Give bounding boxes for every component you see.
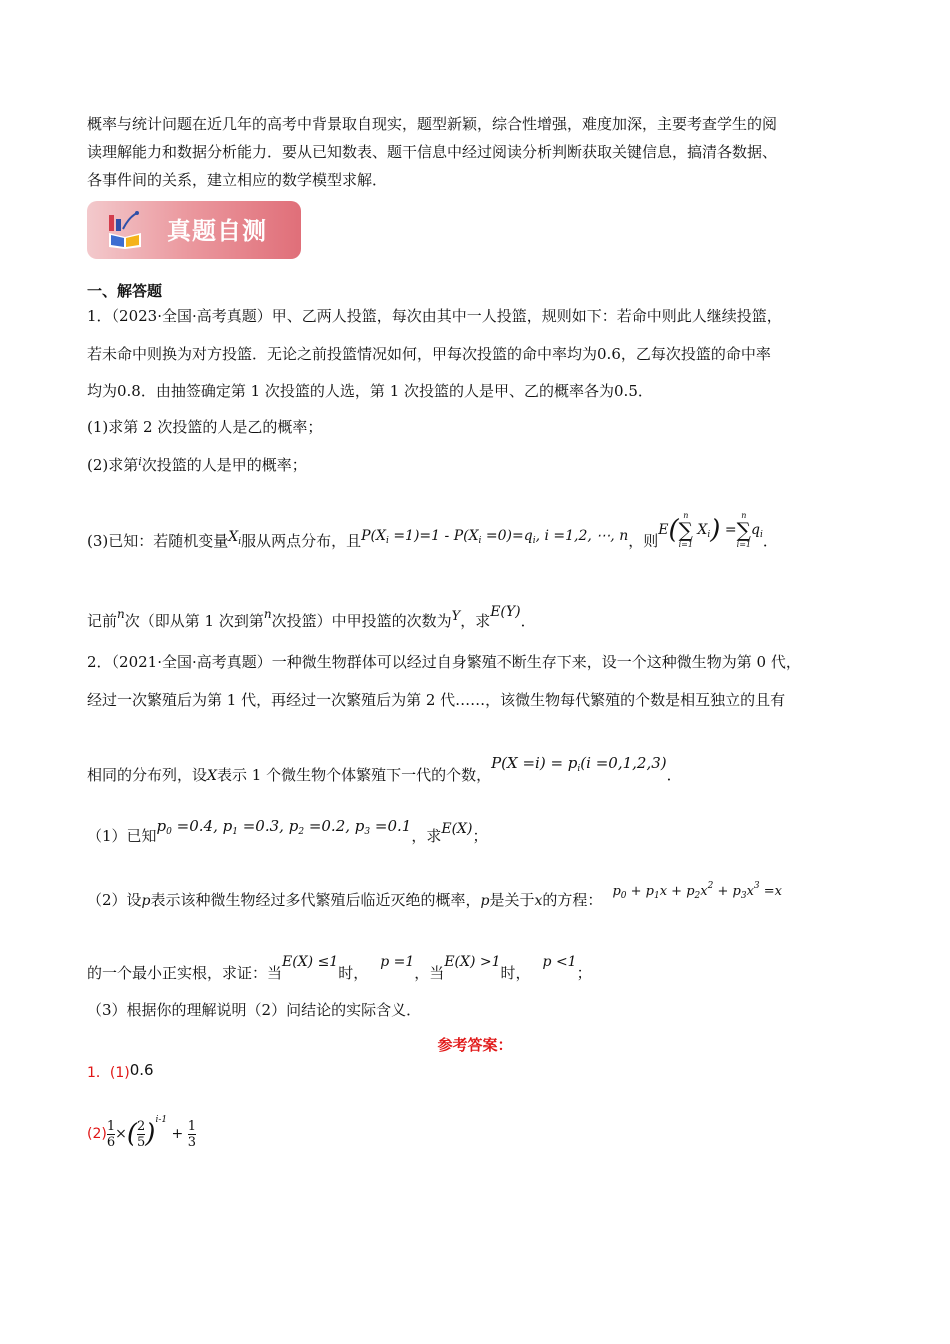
q2-part2-line2: [87, 948, 592, 987]
math-ex: E(X): [441, 821, 473, 837]
q2-part2-text: 表示该种微生物经过多代繁殖后临近灭绝的概率，: [150, 891, 481, 909]
q1-line1: 1．（2023·全国·高考真题）甲、乙两人投篮，每次由其中一人投篮，规则如下：若命中则此人继续投篮，: [87, 307, 782, 325]
q2-part3: （3）根据你的理解说明（2）问结论的实际含义．: [87, 1001, 422, 1019]
answer-1-label: 1．(1): [87, 1065, 130, 1081]
q1-last: [87, 598, 536, 635]
result-p-lt-1: p <1: [542, 954, 577, 970]
answer-2-label: (2): [87, 1126, 107, 1142]
q2-equation: $p_0 + p_1x + p_2x^2 + p_3x^3 =x$: [612, 881, 782, 901]
intro-paragraph: [87, 110, 867, 194]
q2-part2-text: 是关于: [489, 891, 535, 909]
book-chart-icon: [107, 211, 143, 249]
q1-line3: 均为0.8．由抽签确定第 1 次投篮的人选，第 1 次投篮的人是甲、乙的概率各为0.5．: [87, 382, 653, 400]
q1-line2: 若未命中则换为对方投篮．无论之前投篮情况如何，甲每次投篮的命中率均为0.6，乙每次投篮的命中率: [87, 345, 771, 363]
condition-ex-le-1: E(X) ≤1: [282, 954, 339, 970]
q1-part3-text: ，则: [628, 532, 659, 550]
math-xi: $X_i$: [228, 529, 242, 547]
q1-part3-text: ．: [762, 532, 778, 550]
q1-part1: (1)求第 2 次投篮的人是乙的概率；: [87, 418, 323, 436]
q2-part2-line2-text: ；: [576, 964, 592, 982]
math-p: p: [480, 893, 490, 909]
q1-part2-text: (2)求第: [87, 456, 139, 474]
answers-heading: 参考答案：: [437, 1036, 513, 1054]
q1-last-text: 记前: [87, 612, 118, 630]
q2-part2-line2-text: ，当: [414, 964, 445, 982]
q2-line3-text: ．: [666, 766, 682, 784]
banner-title: 真题自测: [167, 217, 267, 245]
math-x: x: [534, 893, 543, 909]
q2-line3-text: 表示 1 个微生物个体繁殖下一代的个数，: [216, 766, 492, 784]
q2-part1-text: ，求: [411, 827, 442, 845]
q1-part3: [87, 511, 778, 556]
math-p: p: [141, 893, 151, 909]
answer-1-value: 0.6: [129, 1061, 154, 1079]
q2-part1-text: （1）已知: [87, 827, 157, 845]
q2-part2: [87, 872, 782, 915]
q2-part1: [87, 812, 487, 850]
q2-part2-text: （2）设: [87, 891, 142, 909]
q1-last-text: ，求: [460, 612, 491, 630]
expectation-sum-formula: E( n ∑ i=1 $X_i$) = n ∑ i=1 $q_i$: [658, 511, 763, 549]
q2-probability-values: $p_0 =0.4$, $p_1 =0.3$, $p_2 =0.2$, $p_3 =0.1$: [156, 817, 412, 837]
intro-line: 概率与统计问题在近几年的高考中背景取自现实，题型新颖，综合性增强，难度加深，主要考查学生的阅: [87, 115, 778, 133]
q2-part1-text: ；: [472, 827, 488, 845]
q2-line2: 经过一次繁殖后为第 1 代，再经过一次繁殖后为第 2 代……，该微生物每代繁殖的个数是相互独立的且有: [87, 691, 786, 709]
math-y: Y: [451, 609, 461, 624]
section-heading: 一、解答题: [87, 282, 163, 300]
q2-line1: 2．（2021·全国·高考真题）一种微生物群体可以经过自身繁殖不断生存下来，设一个这种微生物为第 0 代，: [87, 653, 801, 671]
q1-part2-var: i: [138, 455, 142, 468]
q1-part3-formula: $P(X_i =1)=1 - P(X_i =0)=q_i$, i =1,2, ⋯, n: [361, 528, 629, 546]
q2-part2-line2-text: 时，: [338, 964, 369, 982]
intro-line: 读理解能力和数据分析能力．要从已知数表、题干信息中经过阅读分析判断获取关键信息，搞清各数据、: [87, 143, 778, 161]
q2-part2-line2-text: 时，: [500, 964, 531, 982]
math-x: X: [207, 768, 217, 784]
q1-last-text: 次（即从第 1 次到第: [124, 612, 264, 630]
answer-1-part1: [87, 1056, 154, 1087]
answer-2-formula: $\frac{1}{6}$ ×( $\frac{2}{5}$ )$^{i-1}$ + $\frac{1}{3}$: [106, 1115, 197, 1150]
math-n: n: [117, 607, 125, 621]
q2-line3-text: 相同的分布列，设: [87, 766, 208, 784]
q2-part2-text: 的方程：: [542, 891, 603, 909]
section-banner: [87, 201, 301, 259]
condition-ex-gt-1: E(X) >1: [444, 954, 501, 970]
intro-line: 各事件间的关系，建立相应的数学模型求解．: [87, 171, 388, 189]
q1-last-text: 次投篮）中甲投篮的次数为: [271, 612, 452, 630]
q1-part2-text: 次投篮的人是甲的概率；: [141, 456, 307, 474]
q1-last-text: ．: [520, 612, 536, 630]
q2-distribution-formula: $P(X =i) = p_i(i =0,1,2,3)$: [491, 754, 667, 774]
q1-part2: [87, 448, 307, 479]
result-p-eq-1: p =1: [380, 954, 415, 970]
q1-part3-text: (3)已知：若随机变量: [87, 532, 229, 550]
q2-part2-line2-text: 的一个最小正实根，求证：当: [87, 964, 283, 982]
answer-1-part2: [87, 1098, 196, 1156]
q2-line3: [87, 749, 682, 790]
math-n: n: [263, 607, 272, 621]
math-ey: E(Y): [490, 604, 521, 620]
q1-part3-text: 服从两点分布，且: [241, 532, 362, 550]
